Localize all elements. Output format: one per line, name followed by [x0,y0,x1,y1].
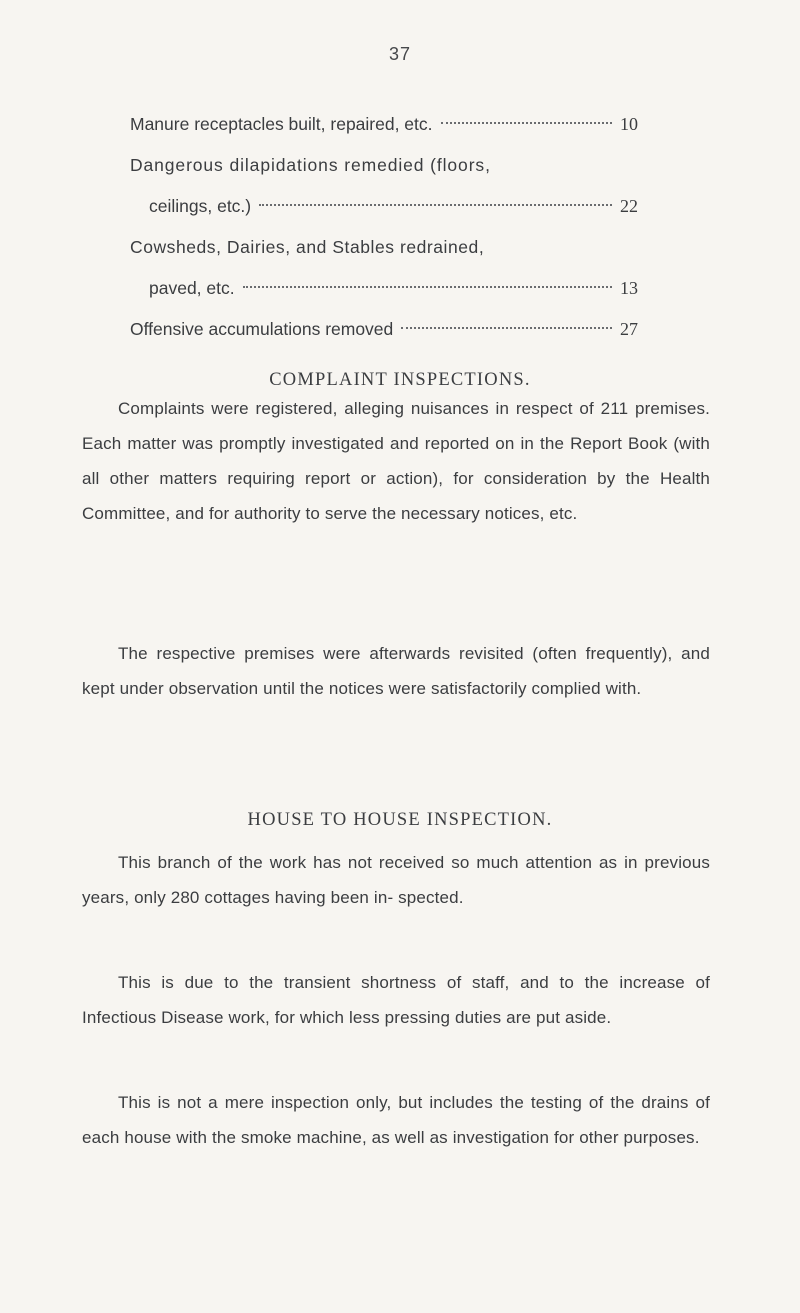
item-label: Offensive accumulations removed [130,319,394,339]
item-label: paved, etc. [149,278,235,298]
section-heading-complaint: COMPLAINT INSPECTIONS. [269,370,531,390]
paragraph-text: Complaints were registered, alleging nuisances in respect of 211 premises. Each matter was promptly investigated and reported on in the Report Book (with all other matters requiring report or action), for consideration by the Health Committee, and for authority to serve the necessary notices, etc. [82,399,710,523]
list-item [130,104,650,145]
item-label: Dangerous dilapidations remedied (floors, [130,155,491,175]
paragraph-text: This is not a mere inspection only, but includes the testing of the drains of each house with the smoke machine, as well as investigation for other purposes. [82,1093,710,1147]
item-label: Cowsheds, Dairies, and Stables redrained, [130,237,485,257]
paragraph-due [82,965,710,1035]
item-count: 10 [620,114,638,134]
inspection-items-list [130,104,650,350]
dot-leader [401,327,612,329]
section-heading-house: HOUSE TO HOUSE INSPECTION. [247,810,553,830]
list-item-continuation [130,268,650,309]
dot-leader [259,204,612,206]
item-count: 22 [620,196,638,216]
list-item-continuation [130,186,650,227]
page-number: 37 [388,44,412,64]
paragraph-testing [82,1085,710,1155]
paragraph-text: This branch of the work has not received so much attention as in previous years, only 280 cottages having been in- spected. [82,853,710,907]
paragraph-branch [82,845,710,915]
list-item [130,309,650,350]
paragraph-revisited [82,636,710,706]
item-count: 27 [620,319,638,339]
dot-leader [243,286,612,288]
paragraph-text: The respective premises were afterwards revisited (often frequently), and kept under observation until the notices were satisfactorily complied with. [82,644,710,698]
paragraph-complaints [82,391,710,531]
item-label: ceilings, etc.) [149,196,252,216]
dot-leader [441,122,612,124]
paragraph-text: This is due to the transient shortness of staff, and to the increase of Infectious Disease work, for which less pressing duties are put aside. [82,973,710,1027]
item-label: Manure receptacles built, repaired, etc. [130,114,433,134]
list-item [130,227,650,268]
list-item [130,145,650,186]
item-count: 13 [620,278,638,298]
